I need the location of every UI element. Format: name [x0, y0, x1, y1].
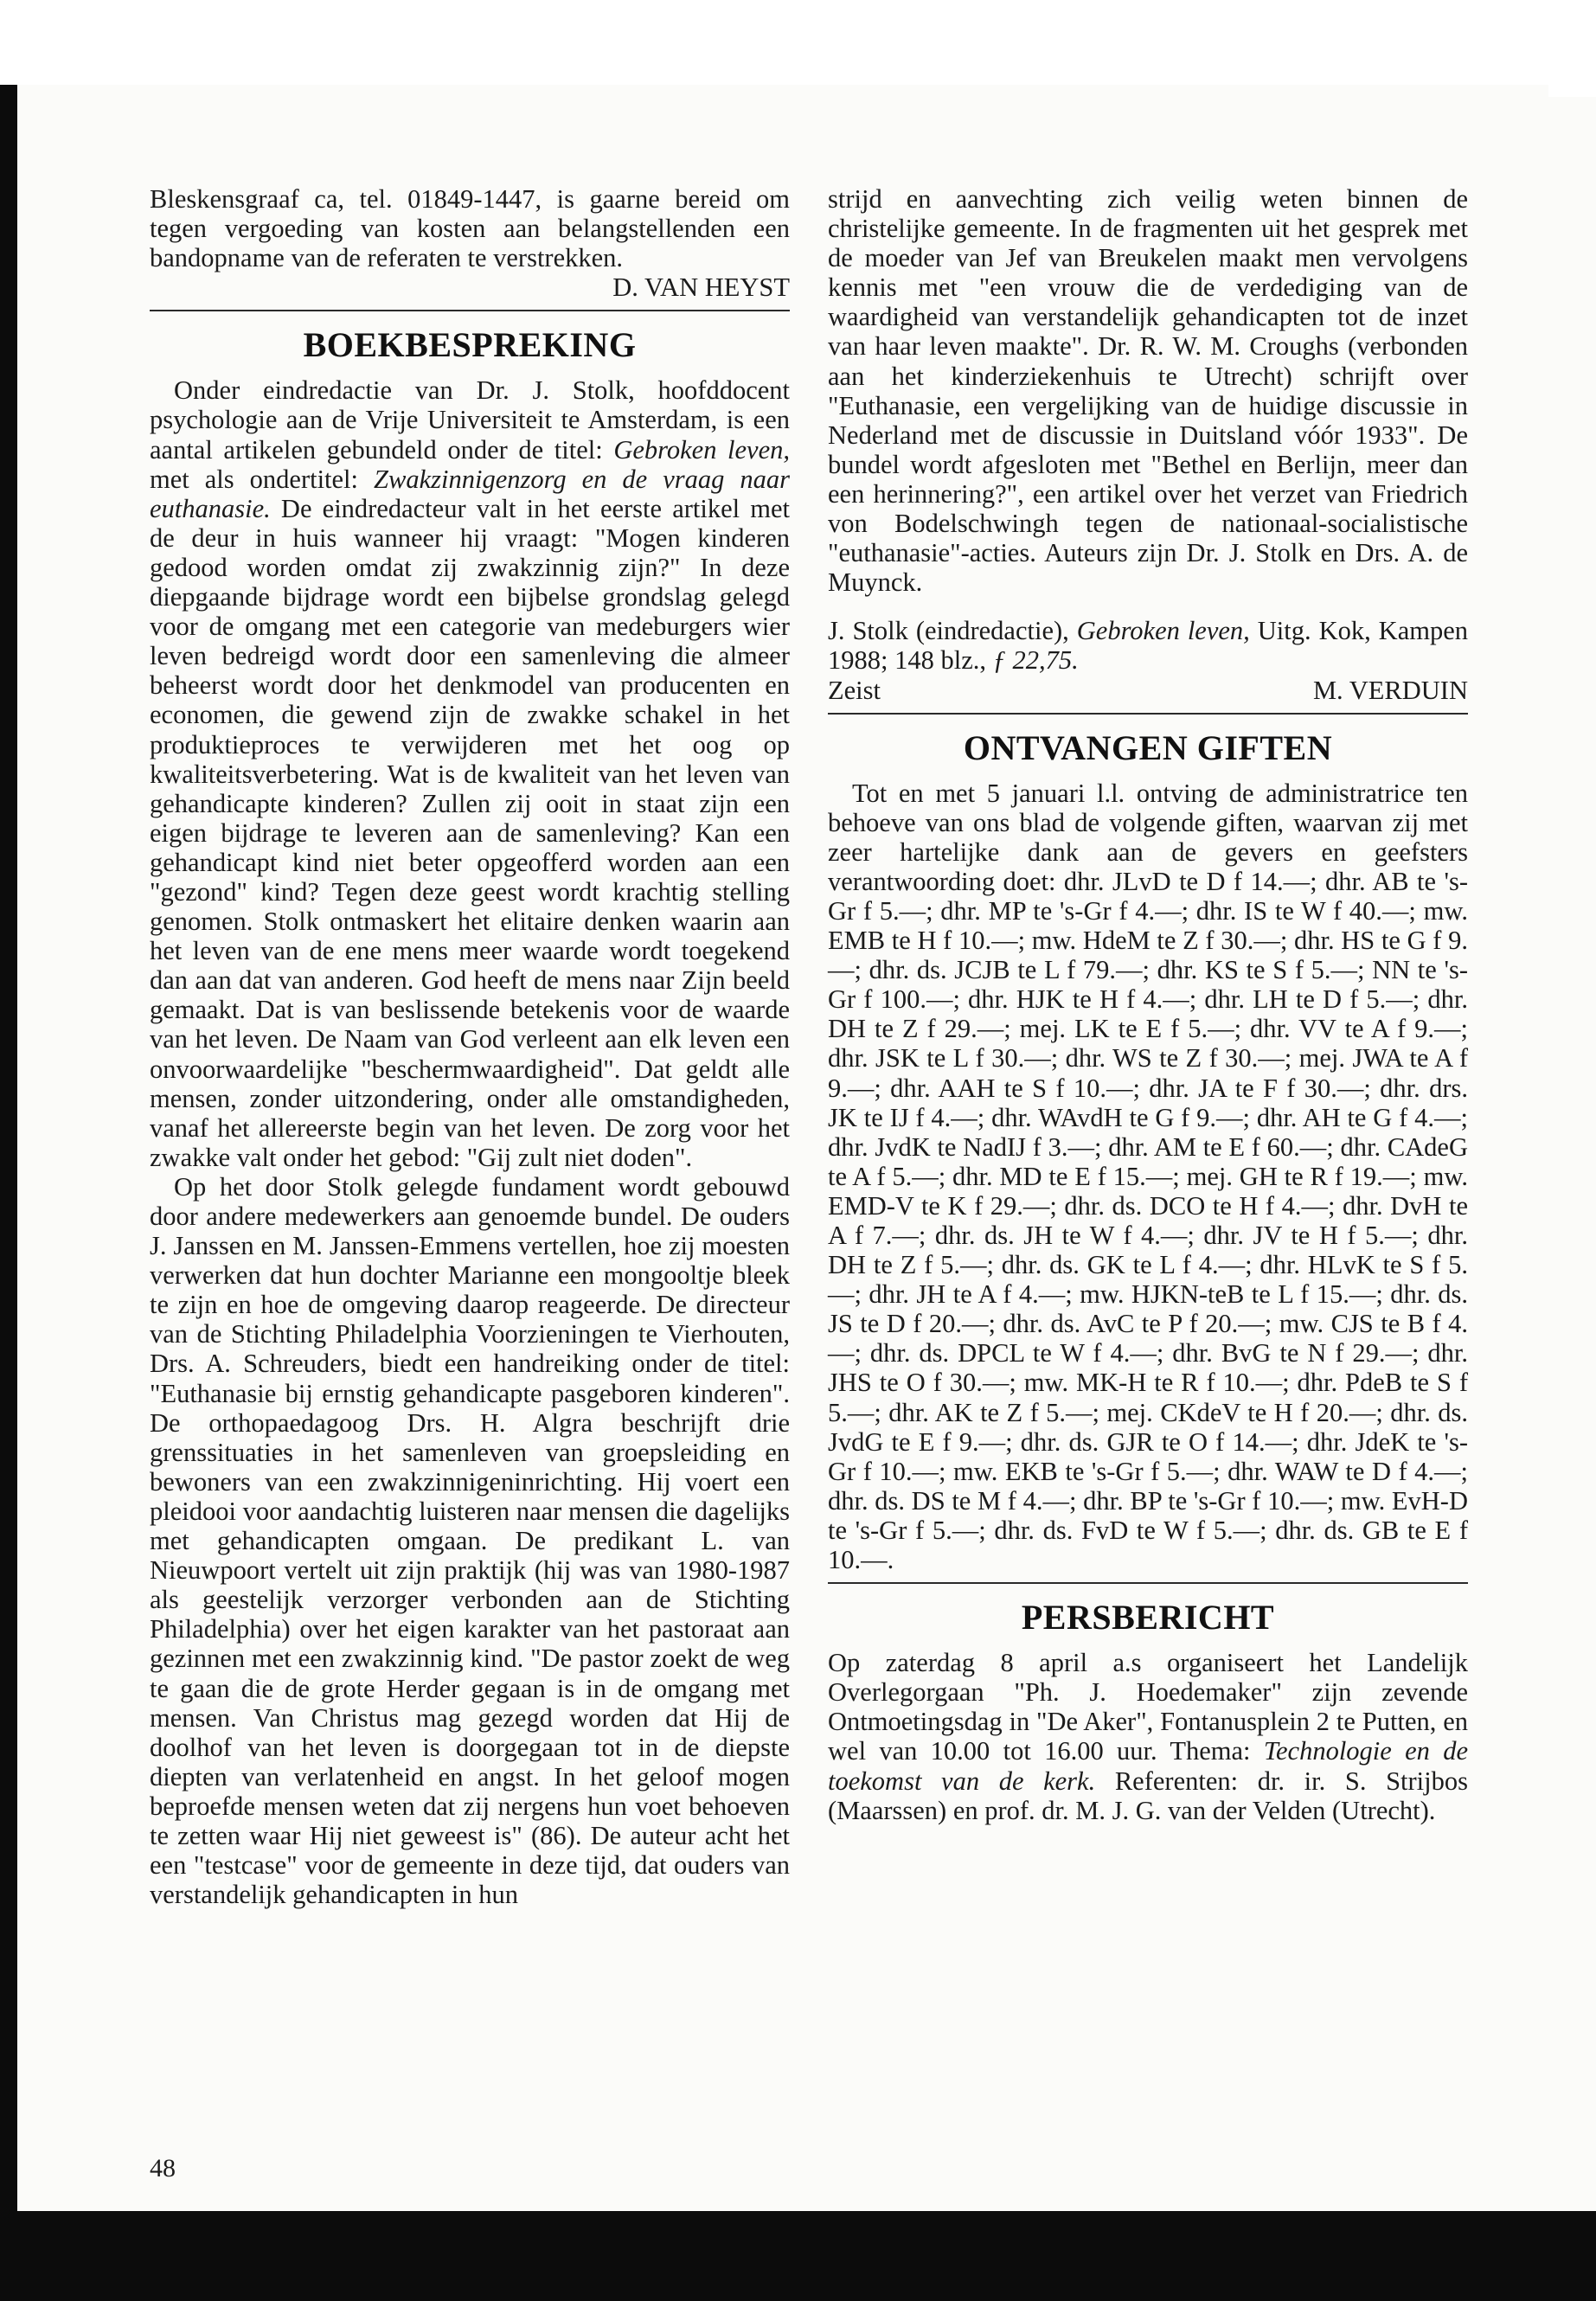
review-signature: M. VERDUIN	[1312, 675, 1468, 705]
intro-signature: D. VAN HEYST	[612, 272, 790, 303]
citation-title: Gebroken leven,	[1076, 616, 1250, 646]
book-citation	[828, 616, 1468, 675]
left-column	[150, 184, 790, 1909]
magazine-page	[17, 85, 1596, 2211]
review-paragraph-1	[150, 375, 790, 1172]
gifts-paragraph: Tot en met 5 januari l.l. ontving de administratrice ten behoeve van ons blad de volgende giften, waarvan zij met zeer hartelijke dank aan de gevers en geefsters verantwoording doet: dhr. JLvD te D f 14.—; dhr. AB te 's-Gr f 5.—; dhr. MP te 's-Gr f 4.—; dhr. IS te W f 40.—; mw. EMB te H f 10.—; mw. HdeM te Z f 30.—; dhr. HS te G f 9.—; dhr. ds. JCJB te L f 79.—; dhr. KS te S f 5.—; NN te 's-Gr f 100.—; dhr. HJK te H f 4.—; dhr. LH te D f 5.—; dhr. DH te Z f 29.—; mej. LK te E f 5.—; dhr. VV te A f 9.—; dhr. JSK te L f 30.—; dhr. WS te Z f 30.—; mej. JWA te A f 9.—; dhr. AAH te S f 10.—; dhr. JA te F f 30.—; dhr. drs. JK te IJ f 4.—; dhr. WAvdH te G f 9.—; dhr. AH te G f 4.—; dhr. JvdK te NadIJ f 3.—; dhr. AM te E f 60.—; dhr. CAdeG te A f 5.—; dhr. MD te E f 15.—; mej. GH te R f 19.—; mw. EMD-V te K f 29.—; dhr. ds. DCO te H f 4.—; dhr. DvH te A f 7.—; dhr. ds. JH te W f 4.—; dhr. JV te H f 5.—; dhr. DH te Z f 5.—; dhr. ds. GK te L f 4.—; dhr. HLvK te S f 5.—; dhr. JH te A f 4.—; mw. HJKN-teB te L f 15.—; dhr. ds. JS te D f 20.—; dhr. ds. AvC te P f 20.—; mw. CJS te B f 4.—; dhr. ds. DPCL te W f 4.—; dhr. BvG te N f 29.—; dhr. JHS te O f 30.—; mw. MK-H te R f 10.—; dhr. PdeB te S f 5.—; dhr. AK te Z f 5.—; mej. CKdeV te H f 20.—; dhr. ds. JvdG te E f 9.—; dhr. ds. GJR te O f 14.—; dhr. JdeK te 's-Gr f 10.—; mw. EKB te 's-Gr f 5.—; dhr. WAW te D f 4.—; dhr. ds. DS te M f 4.—; dhr. BP te 's-Gr f 10.—; mw. EvH-D te 's-Gr f 5.—; dhr. ds. FvD te W f 5.—; dhr. ds. GB te E f 10.—.	[828, 778, 1468, 1575]
section-divider	[828, 713, 1468, 715]
intro-paragraph: Bleskensgraaf ca, tel. 01849-1447, is gaarne bereid om tegen vergoeding van kosten aan belangstellenden een bandopname van de referaten te verstrekken.	[150, 184, 790, 273]
right-column	[828, 184, 1468, 1825]
citation-text: Uitg. Kok, Kampen 1988; 148 blz.,	[828, 616, 1469, 676]
press-theme: Technologie en de toekomst van de kerk.	[828, 1736, 1468, 1796]
heading-ontvangen-giften: ONTVANGEN GIFTEN	[963, 727, 1333, 767]
review-paragraph-continued: strijd en aanvechting zich veilig weten binnen de christelijke gemeente. In de fragmenten uit het gesprek met de moeder van Jef van Breukelen maakt men vervolgens kennis met "een vrouw die de verdediging van de waardigheid van verstandelijk gehandicapten tot de inzet van haar leven maakte". Dr. R. W. M. Croughs (verbonden aan het kinderziekenhuis te Utrecht) schrijft over "Euthanasie, een vergelijking van de huidige discussie in Nederland met de discussie in Duitsland vóór 1933". De bundel wordt afgesloten met "Bethel en Berlijn, meer dan een herinnering?", een artikel over het verzet van Friedrich von Bodelschwingh tegen de nationaal-socialistische "euthanasie"-acties. Auteurs zijn Dr. J. Stolk en Drs. A. de Muynck.	[828, 184, 1468, 598]
press-paragraph	[828, 1648, 1468, 1825]
press-text: Op zaterdag 8 april a.s organiseert het Landelijk Overlegorgaan "Ph. J. Hoedemaker" zijn zevende Ontmoetingsdag in "De Aker", Fontanusplein 2 te Putten, en wel van 10.00 tot 16.00 uur. Thema:	[828, 1648, 1468, 1766]
citation-text: J. Stolk (eindredactie),	[828, 616, 1077, 646]
book-title: Gebroken leven,	[613, 434, 791, 465]
press-text: Referenten: dr. ir. S. Strijbos (Maarssen) en prof. dr. M. J. G. van der Velden (Utrecht).	[828, 1766, 1468, 1825]
review-signoff	[828, 676, 1468, 705]
review-text: met als ondertitel:	[150, 464, 375, 494]
heading-persbericht: PERSBERICHT	[1021, 1598, 1275, 1638]
review-text: Onder eindredactie van Dr. J. Stolk, hoofddocent psychologie aan de Vrije Universiteit te Amsterdam, is een aantal artikelen gebundeld onder de titel:	[150, 375, 790, 465]
scan-edge	[1548, 85, 1596, 97]
section-divider	[828, 1582, 1468, 1584]
review-paragraph-2: Op het door Stolk gelegde fundament wordt gebouwd door andere medewerkers aan genoemde bundel. De ouders J. Janssen en M. Janssen-Emmens vertellen, hoe zij moesten verwerken dat hun dochter Marianne een mongooltje bleek te zijn en hoe de omgeving daarop reageerde. De directeur van de Stichting Philadelphia Voorzieningen te Vierhouten, Drs. A. Schreuders, biedt een handreiking onder de titel: "Euthanasie bij ernstig gehandicapte pasgeboren kinderen". De orthopaedagoog Drs. H. Algra beschrijft drie grenssituaties in het samenleven van groepsleiding en bewoners van een zwakzinnigeninrichting. Hij voert een pleidooi voor aandachtig luisteren naar mensen die dagelijks met gehandicapten omgaan. De predikant L. van Nieuwpoort vertelt uit zijn praktijk (hij was van 1980-1987 als geestelijk verzorger verbonden aan de Stichting Philadelphia) over het eigen karakter van het pastoraat aan gezinnen met een zwakzinnig kind. "De pastor zoekt de weg te gaan die de grote Herder gegaan is in de omgang met mensen. Van Christus mag gezegd worden dat Hij de doolhof van het leven is doorgegaan tot in de diepste diepten van verlatenheid en angst. In het geloof mogen beproefde mensen weten dat zij nergens hun voet behoeven te zetten waar Hij niet geweest is" (86). De auteur acht het een "testcase" voor de gemeente in deze tijd, dat ouders van verstandelijk gehandicapten in hun	[150, 1171, 790, 1910]
scan-top-margin	[0, 0, 1596, 85]
heading-boekbespreking: BOEKBESPREKING	[303, 325, 637, 365]
review-text: De eindredacteur valt in het eerste artikel met de deur in huis wanneer hij vraagt: "Mogen kinderen gedood worden omdat zij zwakzinnig zijn?" In deze diepgaande bijdrage wordt een bijbelse grondslag gelegd voor de omgang met een categorie van medeburgers wier leven bedreigd wordt door een samenleving die almeer beheerst wordt door het denkmodel van producenten en economen, die gewend zijn de zwakke schakel in het produktieproces te verwijderen met het oog op kwaliteitsverbetering. Wat is de kwaliteit van het leven van gehandicapte kinderen? Zullen zij ooit in staat zijn een eigen bijdrage te leveren aan de samenleving? Kan een gehandicapt kind niet beter opgeofferd worden aan een "gezond" kind? Tegen deze geest wordt krachtig stelling genomen. Stolk ontmaskert het elitaire denken waarin aan het leven van de ene mens meer waarde wordt toegekend dan aan dat van anderen. God heeft de mens naar Zijn beeld gemaakt. Dat is van beslissende betekenis voor de waarde van het leven. De Naam van God verleent aan elk leven een onvoorwaardelijke "beschermwaardigheid". Dat geldt alle mensen, zonder uitzondering, onder alle omstandigheden, vanaf het allereerste begin van het leven. De zorg voor het zwakke valt onder het gebod: "Gij zult niet doden".	[150, 493, 790, 1172]
book-subtitle: Zwakzinnigenzorg en de vraag naar euthanasie.	[150, 464, 791, 523]
place: Zeist	[828, 675, 881, 705]
citation-price: ƒ 22,75.	[992, 645, 1079, 676]
section-divider	[150, 310, 790, 311]
page-number: 48	[150, 2154, 176, 2182]
book-reference	[828, 616, 1468, 704]
